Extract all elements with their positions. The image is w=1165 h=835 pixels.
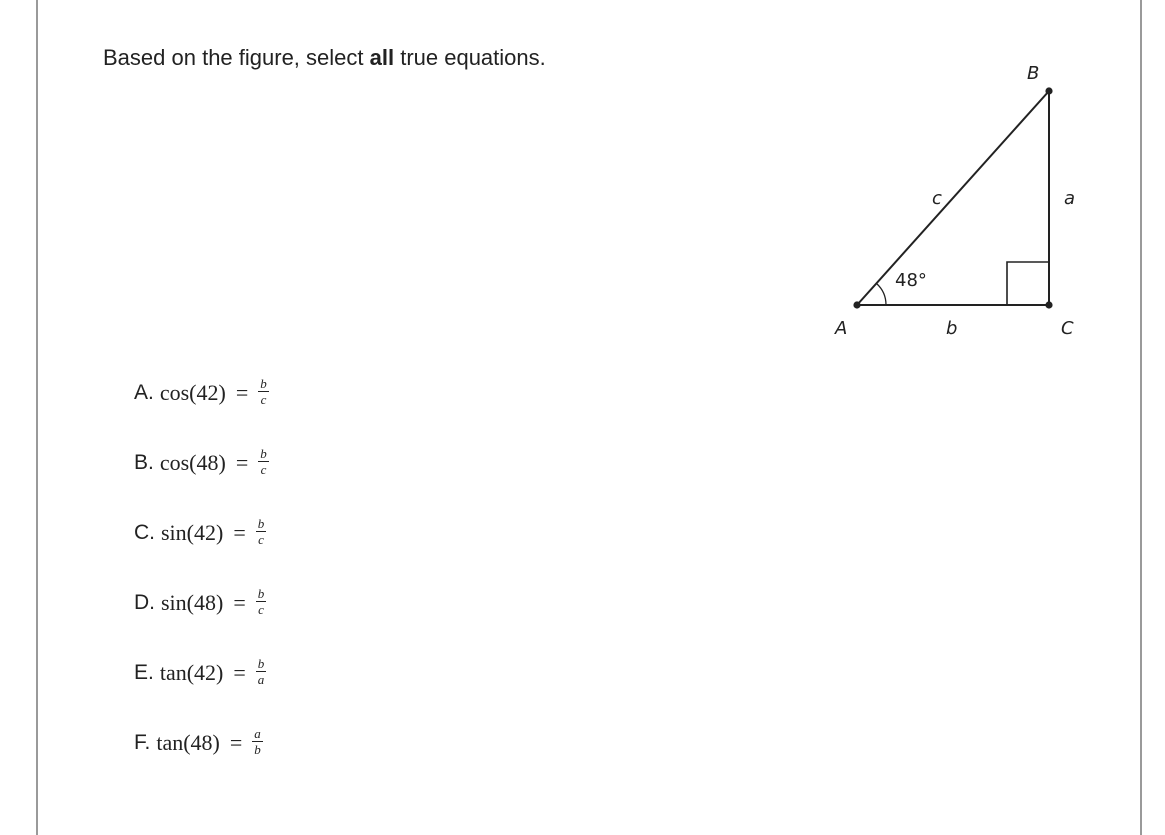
vertex-b-dot [1045, 87, 1052, 94]
option-letter: D. [134, 591, 155, 614]
right-angle-marker [1007, 262, 1049, 305]
fraction [256, 657, 267, 686]
equals-sign: = [233, 660, 246, 685]
denominator: c [260, 461, 267, 477]
fraction [256, 517, 267, 546]
side-b-label: b [946, 318, 958, 339]
numerator: b [257, 585, 265, 601]
numerator: b [257, 515, 265, 531]
denominator: c [258, 601, 264, 617]
numerator: b [260, 445, 267, 461]
triangle-diagram [825, 55, 1085, 355]
fraction [258, 377, 269, 406]
denominator: c [258, 531, 264, 547]
prompt-emphasis: all [369, 45, 395, 70]
vertex-c-label: C [1061, 318, 1074, 339]
equals-sign: = [235, 450, 249, 475]
equals-sign: = [235, 380, 249, 405]
equals-sign: = [233, 520, 246, 545]
question-prompt [103, 45, 546, 71]
prompt-text-end: true equations. [394, 45, 546, 70]
vertex-c-dot [1045, 301, 1052, 308]
option-letter: A. [134, 381, 154, 404]
option-expression: sin(42) [161, 520, 224, 545]
option-letter: F. [134, 731, 151, 754]
numerator: b [260, 375, 267, 391]
option-letter: E. [134, 661, 154, 684]
option-expression: cos(42) [159, 380, 226, 405]
option-c[interactable] [134, 498, 269, 568]
denominator: b [254, 741, 261, 757]
fraction [258, 447, 269, 476]
equals-sign: = [229, 730, 243, 755]
option-e[interactable] [134, 638, 269, 708]
angle-label: 48° [895, 270, 927, 291]
option-a[interactable] [134, 358, 269, 428]
triangle-figure [825, 55, 1085, 360]
option-letter: B. [134, 451, 154, 474]
vertex-a-label: A [835, 318, 848, 339]
equals-sign: = [233, 590, 246, 615]
option-f[interactable] [134, 708, 269, 778]
numerator: b [257, 655, 265, 671]
option-expression: sin(48) [161, 590, 224, 615]
fraction [252, 727, 263, 756]
option-expression: tan(42) [159, 660, 224, 685]
vertex-b-label: B [1027, 63, 1040, 84]
angle-arc [876, 283, 886, 305]
prompt-text-start: Based on the figure, select [103, 45, 370, 70]
numerator: a [254, 725, 261, 741]
option-d[interactable] [134, 568, 269, 638]
option-expression: cos(48) [159, 450, 226, 475]
option-b[interactable] [134, 428, 269, 498]
side-a-label: a [1064, 188, 1076, 209]
vertex-a-dot [853, 301, 860, 308]
answer-options [134, 358, 269, 778]
option-expression: tan(48) [156, 730, 220, 755]
side-c-line [857, 91, 1049, 305]
option-letter: C. [134, 521, 155, 544]
denominator: c [260, 391, 267, 407]
fraction [256, 587, 267, 616]
denominator: a [257, 671, 265, 687]
side-c-label: c [932, 188, 942, 209]
